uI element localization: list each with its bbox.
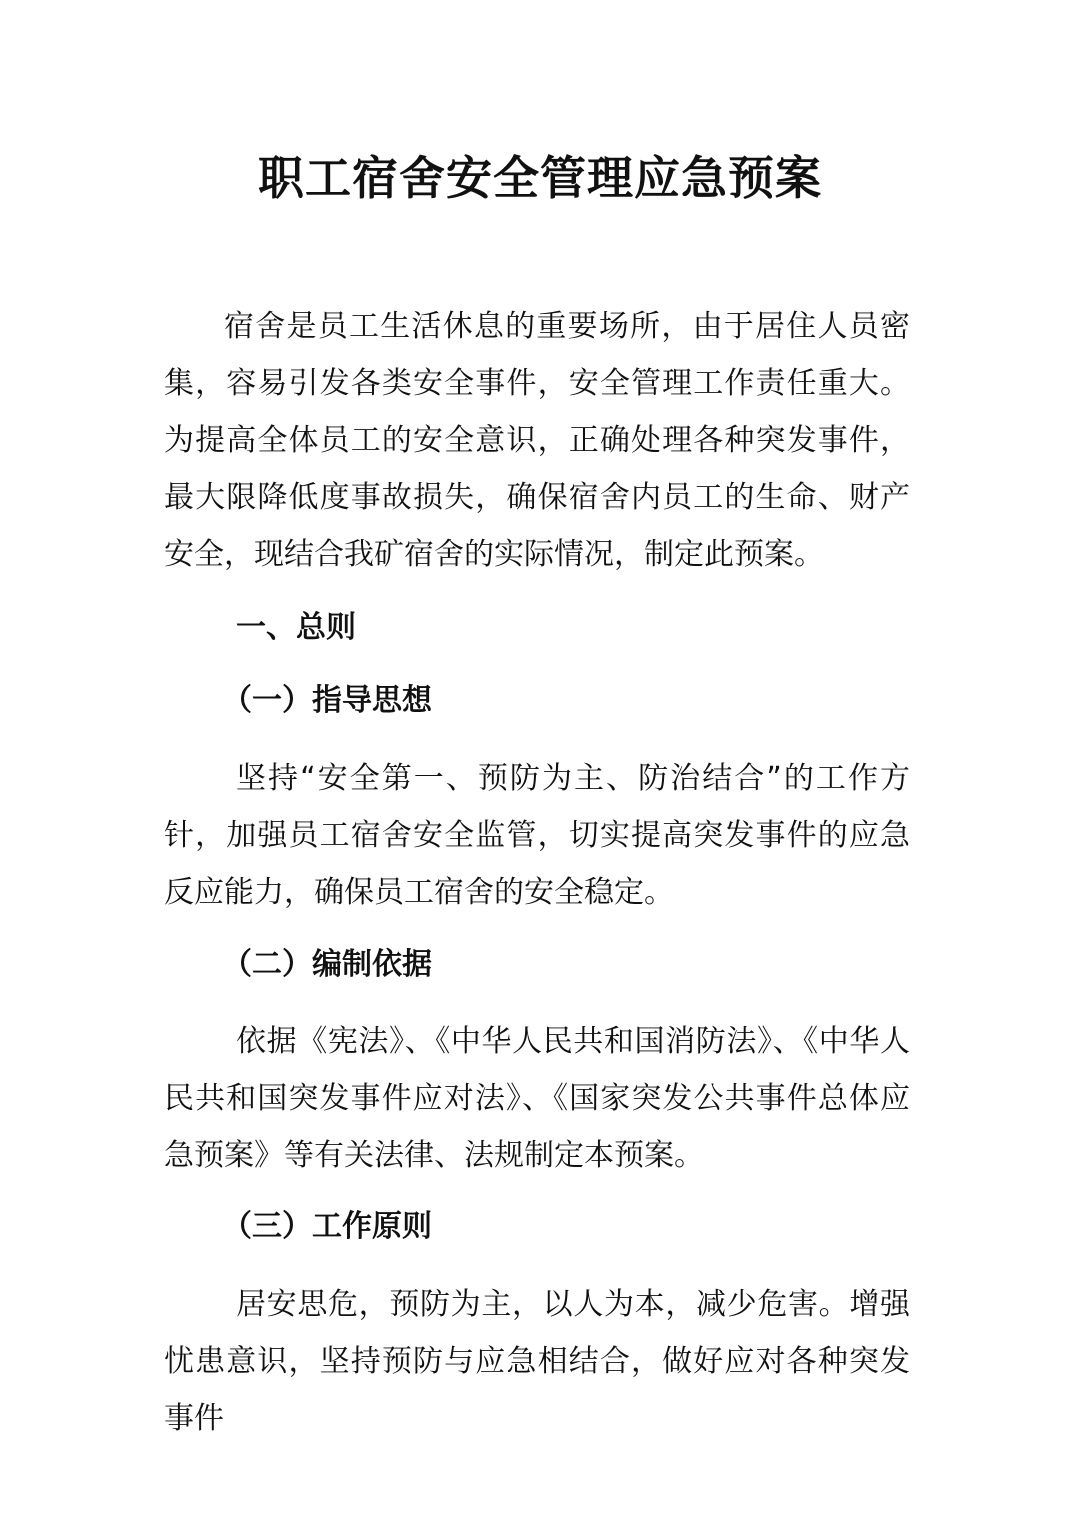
- document-title: 职工宿舍安全管理应急预案: [258, 151, 822, 205]
- section-heading-general: 一、总则: [236, 610, 356, 645]
- subsection-heading-guiding-ideology: （一）指导思想: [222, 683, 432, 718]
- principles-paragraph: 居安思危，预防为主，以人为本，减少危害。增强忧患意识，坚持预防与应急相结合，做好应对各种突发事件: [164, 1287, 910, 1436]
- guiding-ideology-paragraph: 坚持“安全第一、预防为主、防治结合”的工作方针，加强员工宿舍安全监管，切实提高突发事件的应急反应能力，确保员工宿舍的安全稳定。: [164, 761, 910, 910]
- intro-paragraph: 宿舍是员工生活休息的重要场所，由于居住人员密集，容易引发各类安全事件，安全管理工作责任重大。为提高全体员工的安全意识，正确处理各种突发事件，最大限降低度事故损失，确保宿舍内员工的生命、财产安全，现结合我矿宿舍的实际情况，制定此预案。: [164, 309, 910, 572]
- subsection-heading-principles: （三）工作原则: [222, 1209, 432, 1244]
- basis-paragraph: 依据《宪法》、《中华人民共和国消防法》、《中华人民共和国突发事件应对法》、《国家突发公共事件总体应急预案》等有关法律、法规制定本预案。: [164, 1024, 910, 1173]
- subsection-heading-basis: （二）编制依据: [222, 947, 432, 982]
